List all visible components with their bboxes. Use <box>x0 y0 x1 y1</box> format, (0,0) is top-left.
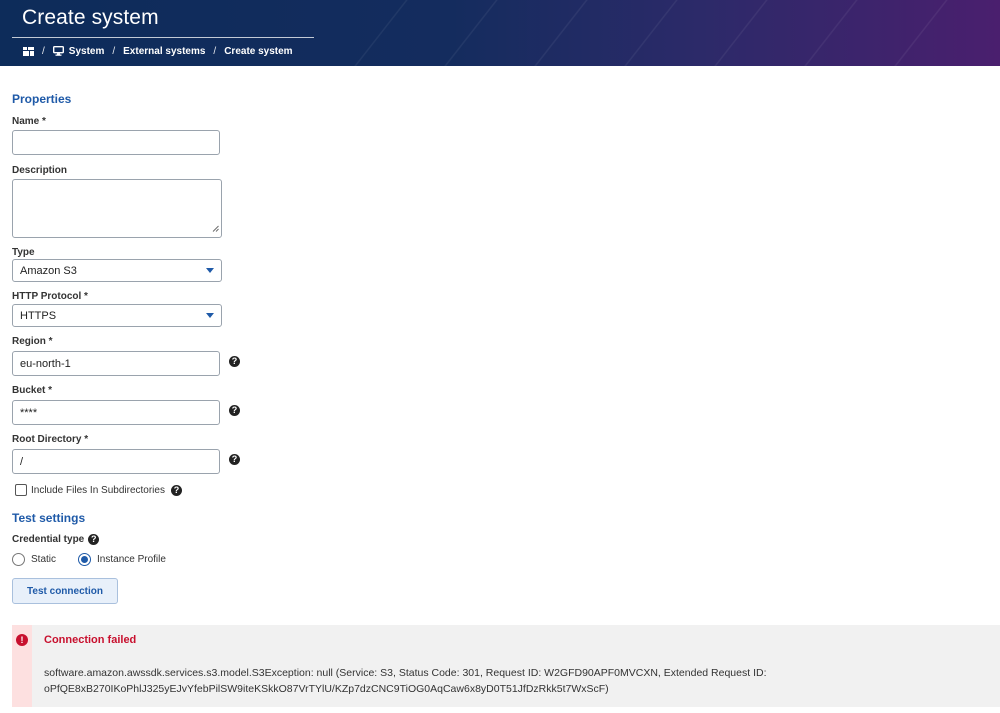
type-select-value: Amazon S3 <box>20 264 77 277</box>
bucket-input[interactable]: **** <box>12 400 220 425</box>
resize-grip-icon[interactable] <box>212 223 219 235</box>
properties-section-title: Properties <box>12 92 72 106</box>
radio-option-static[interactable] <box>12 553 56 566</box>
breadcrumb-item-external-systems[interactable]: External systems <box>123 45 206 57</box>
name-label: Name * <box>12 116 46 127</box>
error-title: Connection failed <box>44 634 137 646</box>
radio-static[interactable] <box>12 553 25 566</box>
type-select[interactable] <box>12 259 222 282</box>
chevron-down-icon <box>206 313 214 318</box>
chevron-down-icon <box>206 268 214 273</box>
region-label: Region * <box>12 336 53 347</box>
help-icon[interactable]: ? <box>171 485 182 496</box>
breadcrumb-label: System <box>68 45 105 57</box>
monitor-icon <box>53 46 64 56</box>
breadcrumb <box>23 44 293 58</box>
page-title: Create system <box>22 6 159 29</box>
credential-type-radio-group <box>12 553 188 566</box>
credential-type-label-row <box>12 534 99 545</box>
http-protocol-select[interactable] <box>12 304 222 327</box>
root-directory-label: Root Directory * <box>12 434 89 445</box>
radio-instance-profile[interactable] <box>78 553 91 566</box>
breadcrumb-separator: / <box>213 45 217 57</box>
error-message: software.amazon.awssdk.services.s3.model.S3Exception: null (Service: S3, Status Code: 301, Request ID: W2GFD90APF0MVCXN, Extended Request ID: oPfQE8xB270IKoPhlJ325yEJvYfebPilSW9iteKSkkO87VrTYlU/KZp7dzCNC9TiOG0AqCaw6x8yD0T51JfDzRkk5t7WxScF) <box>44 667 767 695</box>
exclamation-circle-icon: ! <box>16 634 28 646</box>
breadcrumb-separator: / <box>42 45 45 57</box>
breadcrumb-separator: / <box>112 45 116 57</box>
description-textarea[interactable] <box>12 179 222 238</box>
radio-instance-profile-label[interactable]: Instance Profile <box>97 554 166 565</box>
help-icon[interactable]: ? <box>88 534 99 545</box>
radio-static-label[interactable]: Static <box>31 554 57 565</box>
help-icon[interactable]: ? <box>229 356 240 367</box>
include-subdirectories-row <box>15 484 182 496</box>
error-panel <box>12 625 1000 707</box>
page-header <box>0 0 1000 66</box>
test-connection-button[interactable]: Test connection <box>12 578 118 604</box>
bucket-label: Bucket * <box>12 385 53 396</box>
test-settings-section-title: Test settings <box>12 511 86 525</box>
description-label: Description <box>12 165 68 176</box>
include-subdirectories-label[interactable]: Include Files In Subdirectories <box>31 484 165 496</box>
help-icon[interactable]: ? <box>229 454 240 465</box>
name-input[interactable] <box>12 130 220 155</box>
breadcrumb-item-create-system: Create system <box>224 45 293 57</box>
include-subdirectories-checkbox[interactable] <box>15 484 27 496</box>
http-protocol-label: HTTP Protocol * <box>12 291 88 302</box>
title-divider <box>12 37 314 38</box>
credential-type-label: Credential type <box>12 534 85 545</box>
type-label: Type <box>12 247 35 258</box>
help-icon[interactable]: ? <box>229 405 240 416</box>
radio-option-instance-profile[interactable] <box>78 553 166 566</box>
breadcrumb-item-system[interactable] <box>53 46 105 57</box>
region-input[interactable]: eu-north-1 <box>12 351 220 376</box>
http-protocol-select-value: HTTPS <box>20 309 57 322</box>
dashboard-icon[interactable] <box>23 47 34 56</box>
root-directory-input[interactable]: / <box>12 449 220 474</box>
